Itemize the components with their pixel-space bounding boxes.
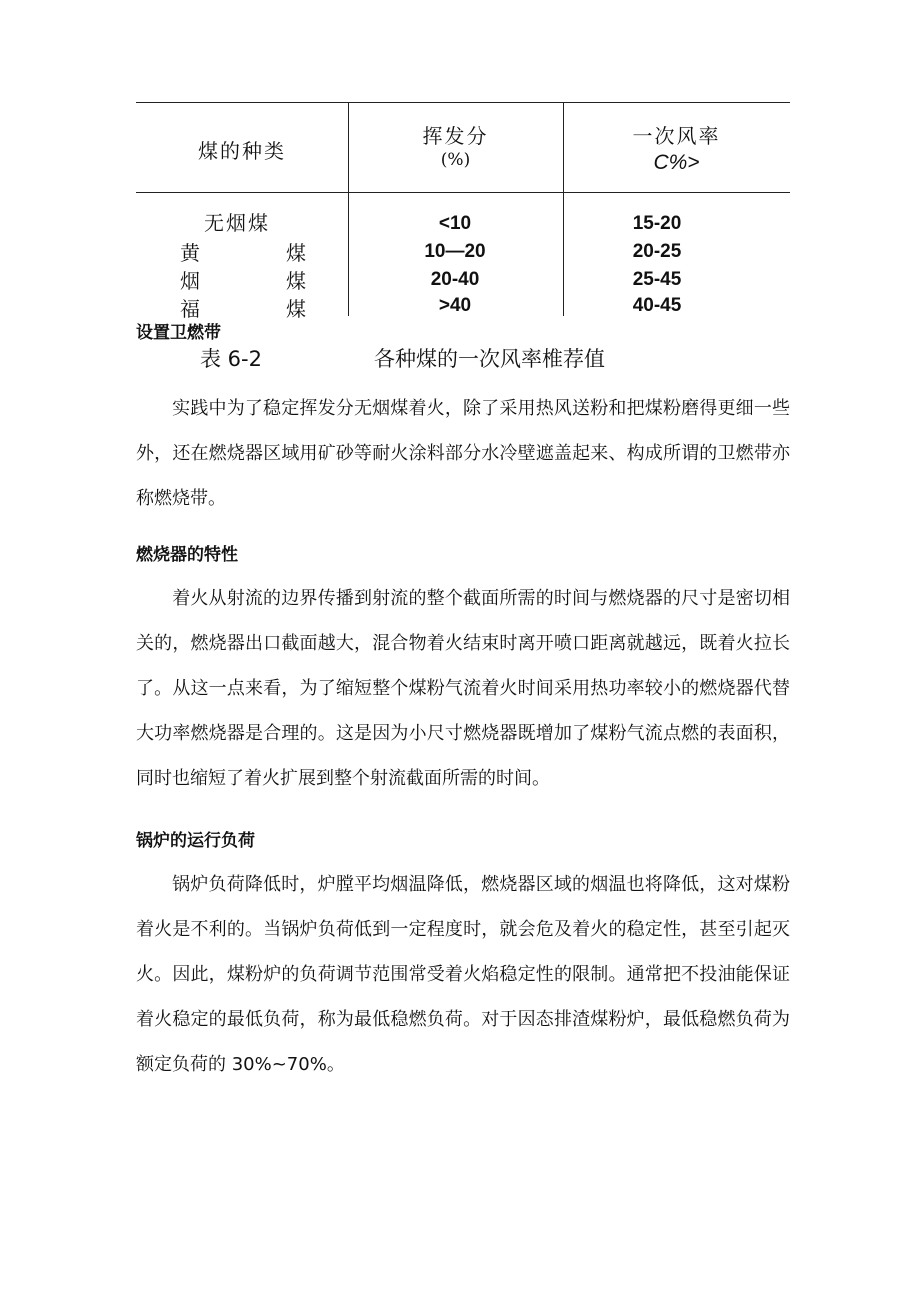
- header-volatile: 挥发分: [422, 124, 489, 148]
- section-heading-boiler-load: 锅炉的运行负荷: [136, 831, 255, 851]
- header-coal-type: 煤的种类: [198, 139, 286, 163]
- paragraph-text: 实践中为了稳定挥发分无烟煤着火，除了采用热风送粉和把煤粉磨得更细一些外，还在燃烧器区域用矿砂等耐火涂料部分水冷壁遮盖起来、构成所谓的卫燃带亦称燃烧带。: [136, 398, 790, 509]
- section-heading-burner: 燃烧器的特性: [136, 545, 238, 565]
- table-caption-title: 各种煤的一次风率椎荐值: [374, 347, 605, 371]
- coal-type-cell-suffix: 煤: [286, 297, 306, 321]
- volatile-cell: 10—20: [424, 241, 486, 262]
- coal-type-cell: 无烟煤: [204, 211, 270, 235]
- table-caption-number: 表 6-2: [200, 347, 262, 371]
- table-header-rule: [136, 192, 790, 193]
- table-top-rule: [136, 102, 790, 103]
- coal-type-cell-suffix: 煤: [286, 241, 306, 265]
- air-rate-cell: 20-25: [632, 241, 682, 262]
- paragraph-boiler-load: [136, 862, 790, 1087]
- section-heading-guard-belt: 设置卫燃带: [136, 323, 221, 343]
- header-volatile-unit: (%): [440, 150, 471, 170]
- coal-type-cell: 烟: [180, 269, 200, 293]
- header-air-rate-unit: C%>: [653, 151, 700, 174]
- air-rate-cell: 40-45: [632, 295, 682, 316]
- air-rate-cell: 25-45: [632, 269, 682, 290]
- coal-type-cell-suffix: 煤: [286, 269, 306, 293]
- air-rate-cell: 15-20: [632, 213, 682, 234]
- header-air-rate: 一次风率: [632, 124, 721, 148]
- coal-type-cell: 黄: [180, 241, 200, 265]
- paragraph-guard-belt: [136, 386, 790, 521]
- volatile-cell: >40: [438, 295, 472, 316]
- paragraph-burner: [136, 576, 790, 801]
- volatile-cell: 20-40: [430, 269, 480, 290]
- paragraph-text: 着火从射流的边界传播到射流的整个截面所需的时间与燃烧器的尺寸是密切相关的，燃烧器出口截面越大，混合物着火结束时离开喷口距离就越远，既着火拉长了。从这一点来看，为了缩短整个煤粉气流着火时间采用热功率较小的燃烧器代替大功率燃烧器是合理的。这是因为小尺寸燃烧器既增加了煤粉气流点燃的表面积，同时也缩短了着火扩展到整个射流截面所需的时间。: [136, 588, 790, 789]
- paragraph-text: 锅炉负荷降低时，炉膛平均烟温降低，燃烧器区域的烟温也将降低，这对煤粉着火是不利的。当锅炉负荷低到一定程度时，就会危及着火的稳定性，甚至引起灭火。因此，煤粉炉的负荷调节范围常受着火焰稳定性的限制。通常把不投油能保证着火稳定的最低负荷，称为最低稳燃负荷。对于因态排渣煤粉炉，最低稳燃负荷为额定负荷的 30%~70%。: [136, 874, 790, 1075]
- volatile-cell: <10: [438, 213, 472, 234]
- coal-type-cell: 福: [180, 297, 200, 321]
